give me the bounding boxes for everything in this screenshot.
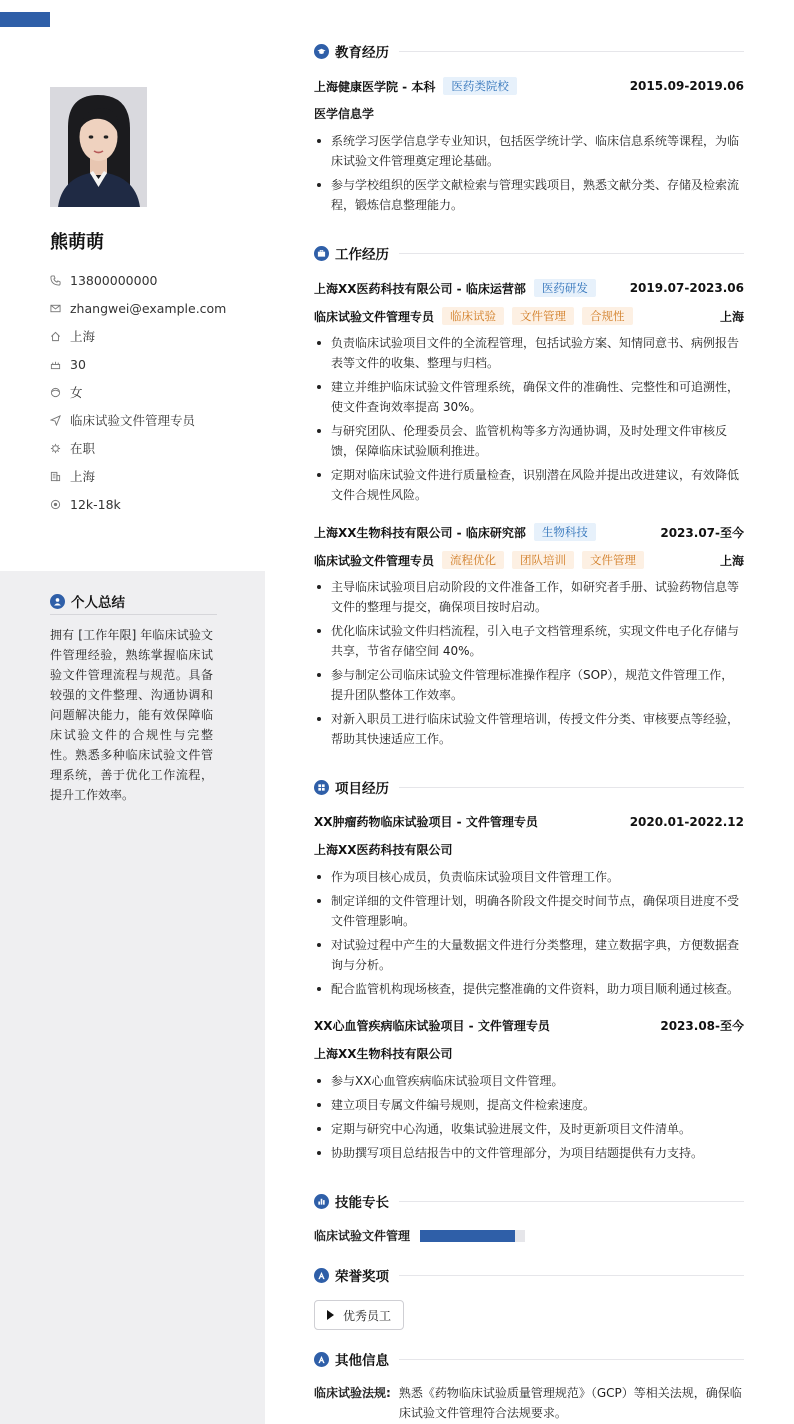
project-org-row xyxy=(314,1045,744,1062)
skill-item xyxy=(314,1227,525,1244)
divider xyxy=(399,1275,744,1276)
bar-chart-icon xyxy=(314,1194,329,1209)
project-row xyxy=(314,813,744,830)
status-icon xyxy=(50,440,70,456)
other-item xyxy=(314,1383,744,1423)
divider xyxy=(399,1201,744,1202)
other-heading xyxy=(314,1349,744,1369)
other-text: 熟悉《药物临床试验质量管理规范》（GCP）等相关法规，确保临床试验文件管理符合法规要求。 xyxy=(398,1386,742,1420)
job-date: 2023.07-至今 xyxy=(660,525,744,540)
honors-heading xyxy=(314,1265,744,1285)
phone-icon xyxy=(50,272,70,288)
list-item: 配合监管机构现场核查，提供完整准确的文件资料，助力项目顺利通过核查。 xyxy=(314,979,744,999)
role-row xyxy=(314,307,744,325)
user-icon xyxy=(50,594,65,609)
list-item: 与研究团队、伦理委员会、监管机构等多方沟通协调，及时处理文件审核反馈，保障临床试验顺利推进。 xyxy=(314,421,744,461)
skill-tag: 文件管理 xyxy=(512,307,574,325)
info-position xyxy=(50,406,260,434)
list-item: 制定详细的文件管理计划，明确各阶段文件提交时间节点，确保项目进度不受文件管理影响。 xyxy=(314,891,744,931)
list-item: 对新入职员工进行临床试验文件管理培训，传授文件分类、审核要点等经验，帮助其快速适应工作。 xyxy=(314,709,744,749)
list-item: 优化临床试验文件归档流程，引入电子文档管理系统，实现文件电子化存储与共享，节省存储空间 40%。 xyxy=(314,621,744,661)
divider xyxy=(399,787,744,788)
divider xyxy=(399,253,744,254)
job-role: 临床试验文件管理专员 xyxy=(314,309,435,324)
info-text: 女 xyxy=(70,385,83,400)
gender-icon xyxy=(50,384,70,400)
list-item: 参与XX心血管疾病临床试验项目文件管理。 xyxy=(314,1071,744,1091)
project-row xyxy=(314,1017,744,1034)
award-item xyxy=(314,1300,404,1330)
job-city: 上海 xyxy=(719,309,744,324)
skill-tag: 临床试验 xyxy=(442,307,504,325)
skill-tag: 文件管理 xyxy=(582,551,644,569)
info-age xyxy=(50,350,260,378)
list-item: 作为项目核心成员，负责临床试验项目文件管理工作。 xyxy=(314,867,744,887)
school-tag: 医药类院校 xyxy=(443,77,517,95)
skill-level-fill xyxy=(420,1230,515,1242)
info-text: zhangwei@example.com xyxy=(70,300,227,316)
grid-icon xyxy=(314,780,329,795)
company-name: 上海XX生物科技有限公司 - 临床研究部 xyxy=(314,525,526,540)
info-phone xyxy=(50,266,260,294)
list-item: 协助撰写项目总结报告中的文件管理部分，为项目结题提供有力支持。 xyxy=(314,1143,744,1163)
info-text: 上海 xyxy=(70,329,96,344)
candidate-name: 熊萌萌 xyxy=(50,232,104,253)
section-title: 其他信息 xyxy=(335,1353,389,1369)
info-text: 临床试验文件管理专员 xyxy=(70,413,196,428)
list-item: 定期与研究中心沟通，收集试验进展文件，及时更新项目文件清单。 xyxy=(314,1119,744,1139)
skills-heading xyxy=(314,1191,744,1211)
info-text: 13800000000 xyxy=(70,272,158,288)
section-title: 荣誉奖项 xyxy=(335,1269,389,1285)
project-date: 2023.08-至今 xyxy=(660,1019,744,1033)
skill-tag: 合规性 xyxy=(582,307,633,325)
salary-icon xyxy=(50,496,70,512)
company-tag: 医药研发 xyxy=(534,279,596,297)
left-column xyxy=(0,0,265,1424)
project-bullets xyxy=(314,867,744,1003)
list-item: 参与学校组织的医学文献检索与管理实践项目，熟悉文献分类、存储及检索流程，锻炼信息整理能力。 xyxy=(314,175,744,215)
summary-panel xyxy=(0,571,265,1424)
project-name: XX心血管疾病临床试验项目 - 文件管理专员 xyxy=(314,1019,550,1033)
job-row xyxy=(314,523,744,541)
project-org: 上海XX医药科技有限公司 xyxy=(314,843,453,857)
projects-heading xyxy=(314,777,744,797)
project-bullets xyxy=(314,1071,744,1167)
summary-text: 拥有 [工作年限] 年临床试验文件管理经验，熟练掌握临床试验文件管理流程与规范。具备较强的文件整理、沟通协调和问题解决能力，能有效保障临床试验文件的合规性与完整性。熟悉多种临床试验文件管理系统，善于优化工作流程，提升工作效率。 xyxy=(50,628,213,802)
section-title: 项目经历 xyxy=(335,781,389,797)
role-row xyxy=(314,551,744,569)
info-text: 12k-18k xyxy=(70,496,121,512)
award-name: 优秀员工 xyxy=(343,1308,392,1323)
info-gender xyxy=(50,378,260,406)
work-heading xyxy=(314,243,744,263)
info-text: 在职 xyxy=(70,441,96,456)
info-location xyxy=(50,322,260,350)
graduation-cap-icon xyxy=(314,44,329,59)
job-bullets xyxy=(314,333,744,509)
major-name: 医学信息学 xyxy=(314,107,375,121)
age-icon xyxy=(50,356,70,372)
job-bullets xyxy=(314,577,744,753)
info-salary xyxy=(50,490,260,518)
section-title: 教育经历 xyxy=(335,45,389,61)
accent-bar xyxy=(0,12,50,27)
job-city: 上海 xyxy=(719,553,744,568)
job-role: 临床试验文件管理专员 xyxy=(314,553,435,568)
divider xyxy=(399,51,744,52)
briefcase-icon xyxy=(314,246,329,261)
info-status xyxy=(50,434,260,462)
project-org: 上海XX生物科技有限公司 xyxy=(314,1047,453,1061)
award-icon xyxy=(314,1268,329,1283)
list-item: 主导临床试验项目启动阶段的文件准备工作，如研究者手册、试验药物信息等文件的整理与提交，确保项目按时启动。 xyxy=(314,577,744,617)
profile-photo xyxy=(50,87,147,207)
education-bullets xyxy=(314,131,744,219)
other-label: 临床试验法规: xyxy=(314,1386,391,1400)
company-tag: 生物科技 xyxy=(534,523,596,541)
list-item: 系统学习医学信息学专业知识，包括医学统计学、临床信息系统等课程，为临床试验文件管理奠定理论基础。 xyxy=(314,131,744,171)
play-icon xyxy=(327,1310,334,1320)
info-text: 上海 xyxy=(70,469,96,484)
major-row xyxy=(314,105,744,122)
list-item: 建立项目专属文件编号规则，提高文件检索速度。 xyxy=(314,1095,744,1115)
education-date: 2015.09-2019.06 xyxy=(629,79,744,93)
list-item: 负责临床试验项目文件的全流程管理，包括试验方案、知情同意书、病例报告表等文件的收集、整理与归档。 xyxy=(314,333,744,373)
project-date: 2020.01-2022.12 xyxy=(629,814,744,829)
education-heading xyxy=(314,41,744,61)
summary-title: 个人总结 xyxy=(71,595,125,611)
summary-heading xyxy=(50,591,125,611)
school-name: 上海健康医学院 - 本科 xyxy=(314,79,436,94)
send-icon xyxy=(50,412,70,428)
list-item: 定期对临床试验文件进行质量检查，识别潜在风险并提出改进建议，有效降低文件合规性风险。 xyxy=(314,465,744,505)
home-icon xyxy=(50,328,70,344)
project-org-row xyxy=(314,841,744,858)
company-name: 上海XX医药科技有限公司 - 临床运营部 xyxy=(314,281,526,296)
skill-name: 临床试验文件管理 xyxy=(314,1229,411,1243)
info-city xyxy=(50,462,260,490)
info-icon xyxy=(314,1352,329,1367)
list-item: 参与制定公司临床试验文件管理标准操作程序（SOP），规范文件管理工作，提升团队整体工作效率。 xyxy=(314,665,744,705)
skill-level-bar xyxy=(420,1230,525,1242)
info-text: 30 xyxy=(70,356,86,372)
divider xyxy=(399,1359,744,1360)
skill-tag: 团队培训 xyxy=(512,551,574,569)
divider xyxy=(50,614,217,615)
list-item: 建立并维护临床试验文件管理系统，确保文件的准确性、完整性和可追溯性，使文件查询效率提高 30%。 xyxy=(314,377,744,417)
job-date: 2019.07-2023.06 xyxy=(629,281,744,295)
section-title: 工作经历 xyxy=(335,247,389,263)
info-email xyxy=(50,294,260,322)
project-name: XX肿瘤药物临床试验项目 - 文件管理专员 xyxy=(314,815,538,829)
building-icon xyxy=(50,468,70,484)
section-title: 技能专长 xyxy=(335,1195,389,1211)
education-row xyxy=(314,77,744,95)
skill-tag: 流程优化 xyxy=(442,551,504,569)
contact-info-list xyxy=(50,266,260,518)
job-row xyxy=(314,279,744,297)
mail-icon xyxy=(50,300,70,316)
list-item: 对试验过程中产生的大量数据文件进行分类整理，建立数据字典，方便数据查询与分析。 xyxy=(314,935,744,975)
